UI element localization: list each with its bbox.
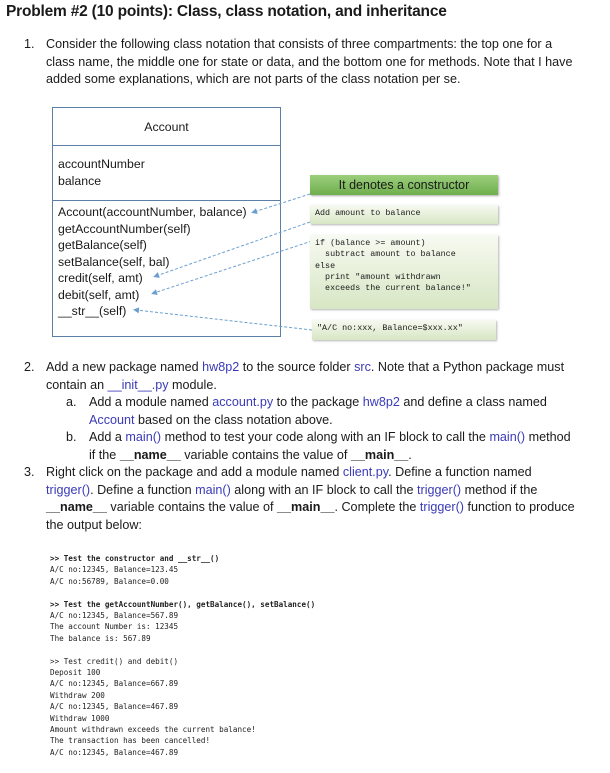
item-2-text (46, 359, 564, 394)
text-segment: method to test your code along with an IF block to call the (161, 430, 490, 444)
arrow-constructor (254, 194, 310, 212)
code-term: main() (125, 430, 162, 444)
output-line (50, 644, 315, 655)
item-2a-letter: a. (66, 395, 77, 409)
method: Account(accountNumber, balance) (58, 205, 247, 219)
output-line: A/C no:12345, Balance=567.89 (50, 611, 179, 621)
text-segment: along with an IF block to call the (230, 482, 418, 497)
output-line: A/C no:12345, Balance=123.45 (50, 565, 179, 575)
bold-term: __main__ (350, 447, 409, 462)
text-segment: Right click on the package and add a module named (46, 465, 343, 479)
text-line (89, 412, 547, 430)
text-segment: variable contains the value of (180, 447, 351, 462)
text-segment: . Complete the (334, 500, 420, 515)
text-segment: the output below: (46, 517, 142, 532)
output-line: A/C no:12345, Balance=467.89 (50, 747, 179, 757)
item-1-line: added some explanations, which are not parts of the class notation per se. (46, 72, 461, 87)
code-term: trigger() (419, 500, 464, 515)
code-term: hw8p2 (362, 395, 400, 409)
code-term: src (354, 360, 371, 374)
code-term: __init__.py (107, 377, 169, 392)
item-1-line: class name, the middle one for state or data, and the bottom one for methods. Note that I have (46, 54, 573, 69)
text-line (46, 359, 564, 377)
output-line: Withdraw 1000 (50, 713, 110, 723)
output-line: >> Test the constructor and __str__() (50, 554, 220, 563)
method: credit(self, amt) (58, 271, 143, 285)
output-line: Withdraw 200 (50, 690, 105, 700)
text-segment: method if the (461, 482, 538, 497)
arrow-str (136, 310, 312, 330)
text-segment: . Define a function (90, 482, 196, 497)
text-line (89, 394, 547, 412)
output-line: The account Number is: 12345 (50, 622, 179, 632)
output-line: The balance is: 567.89 (50, 633, 151, 643)
attribute: accountNumber (58, 157, 145, 171)
text-segment: Add a module named (89, 395, 213, 409)
text-segment: module. (168, 377, 217, 392)
item-3-number: 3. (24, 465, 35, 479)
method: debit(self, amt) (58, 287, 140, 302)
text-segment: method (525, 430, 571, 444)
text-segment: . (408, 447, 412, 462)
code-term: trigger() (46, 482, 91, 497)
text-line (46, 499, 575, 517)
output-line: A/C no:56789, Balance=0.00 (50, 576, 169, 586)
bold-term: __name__ (119, 447, 181, 462)
method: __str__(self) (58, 304, 127, 318)
code-term: Account (89, 412, 135, 427)
method: getAccountNumber(self) (58, 221, 191, 236)
method: getBalance(self) (58, 238, 147, 252)
text-line (89, 429, 571, 447)
item-2b-letter: b. (66, 430, 77, 444)
output-line: The transaction has been cancelled! (50, 736, 211, 746)
text-segment: contain an (46, 377, 108, 392)
output-line: >> Test the getAccountNumber(), getBalance(), setBalance() (50, 599, 316, 609)
text-segment: Add a (89, 430, 126, 444)
expected-output (50, 553, 315, 758)
item-2b-text (89, 429, 571, 464)
text-segment: Add a new package named (46, 360, 203, 374)
constructor-note: It denotes a constructor (310, 175, 498, 195)
code-term: trigger() (417, 482, 462, 497)
class-name: Account (144, 120, 189, 134)
text-segment: based on the class notation above. (134, 412, 333, 427)
output-line: A/C no:12345, Balance=667.89 (50, 679, 179, 689)
output-line: >> Test credit() and debit() (50, 656, 179, 666)
text-line (46, 464, 575, 482)
text-segment: if the (89, 447, 120, 462)
code-term: main() (489, 430, 526, 444)
bold-term: __name__ (46, 500, 107, 515)
output-line: A/C no:12345, Balance=467.89 (50, 702, 179, 712)
text-line (89, 447, 571, 465)
text-segment: . Note that a Python package must (370, 360, 565, 374)
text-segment: . Define a function named (388, 465, 532, 479)
code-term: hw8p2 (202, 360, 240, 374)
code-term: main() (195, 482, 231, 497)
output-line: Deposit 100 (50, 668, 101, 678)
text-line (46, 482, 575, 500)
text-segment: and define a class named (399, 395, 547, 409)
bold-term: __main__ (277, 500, 335, 515)
text-line (46, 377, 564, 395)
item-2a-text (89, 394, 547, 429)
debit-note: if (balance >= amount) subtract amount to balance else print "amount withdrawn exceeds the current balance!" (310, 235, 498, 309)
text-segment: variable contains the value of (106, 500, 278, 515)
item-1-number: 1. (24, 37, 35, 51)
output-line (50, 587, 315, 598)
problem-title: Problem #2 (10 points): Class, class notation, and inheritance (6, 3, 447, 20)
credit-note: Add amount to balance (310, 205, 498, 224)
method: setBalance(self, bal) (58, 254, 170, 269)
output-line: Amount withdrawn exceeds the current balance! (50, 725, 256, 735)
str-note: "A/C no:xxx, Balance=$xxx.xx" (312, 320, 496, 340)
item-2-number: 2. (24, 360, 35, 374)
text-segment: function to produce (463, 500, 575, 515)
text-segment: to the source folder (239, 360, 355, 374)
code-term: client.py (342, 465, 389, 479)
attribute: balance (58, 173, 102, 188)
item-3-text (46, 464, 575, 534)
text-segment: to the package (273, 395, 363, 409)
text-line (46, 517, 575, 535)
item-1-line: Consider the following class notation that consists of three compartments: the top one for a (46, 37, 553, 51)
code-term: account.py (212, 395, 274, 409)
